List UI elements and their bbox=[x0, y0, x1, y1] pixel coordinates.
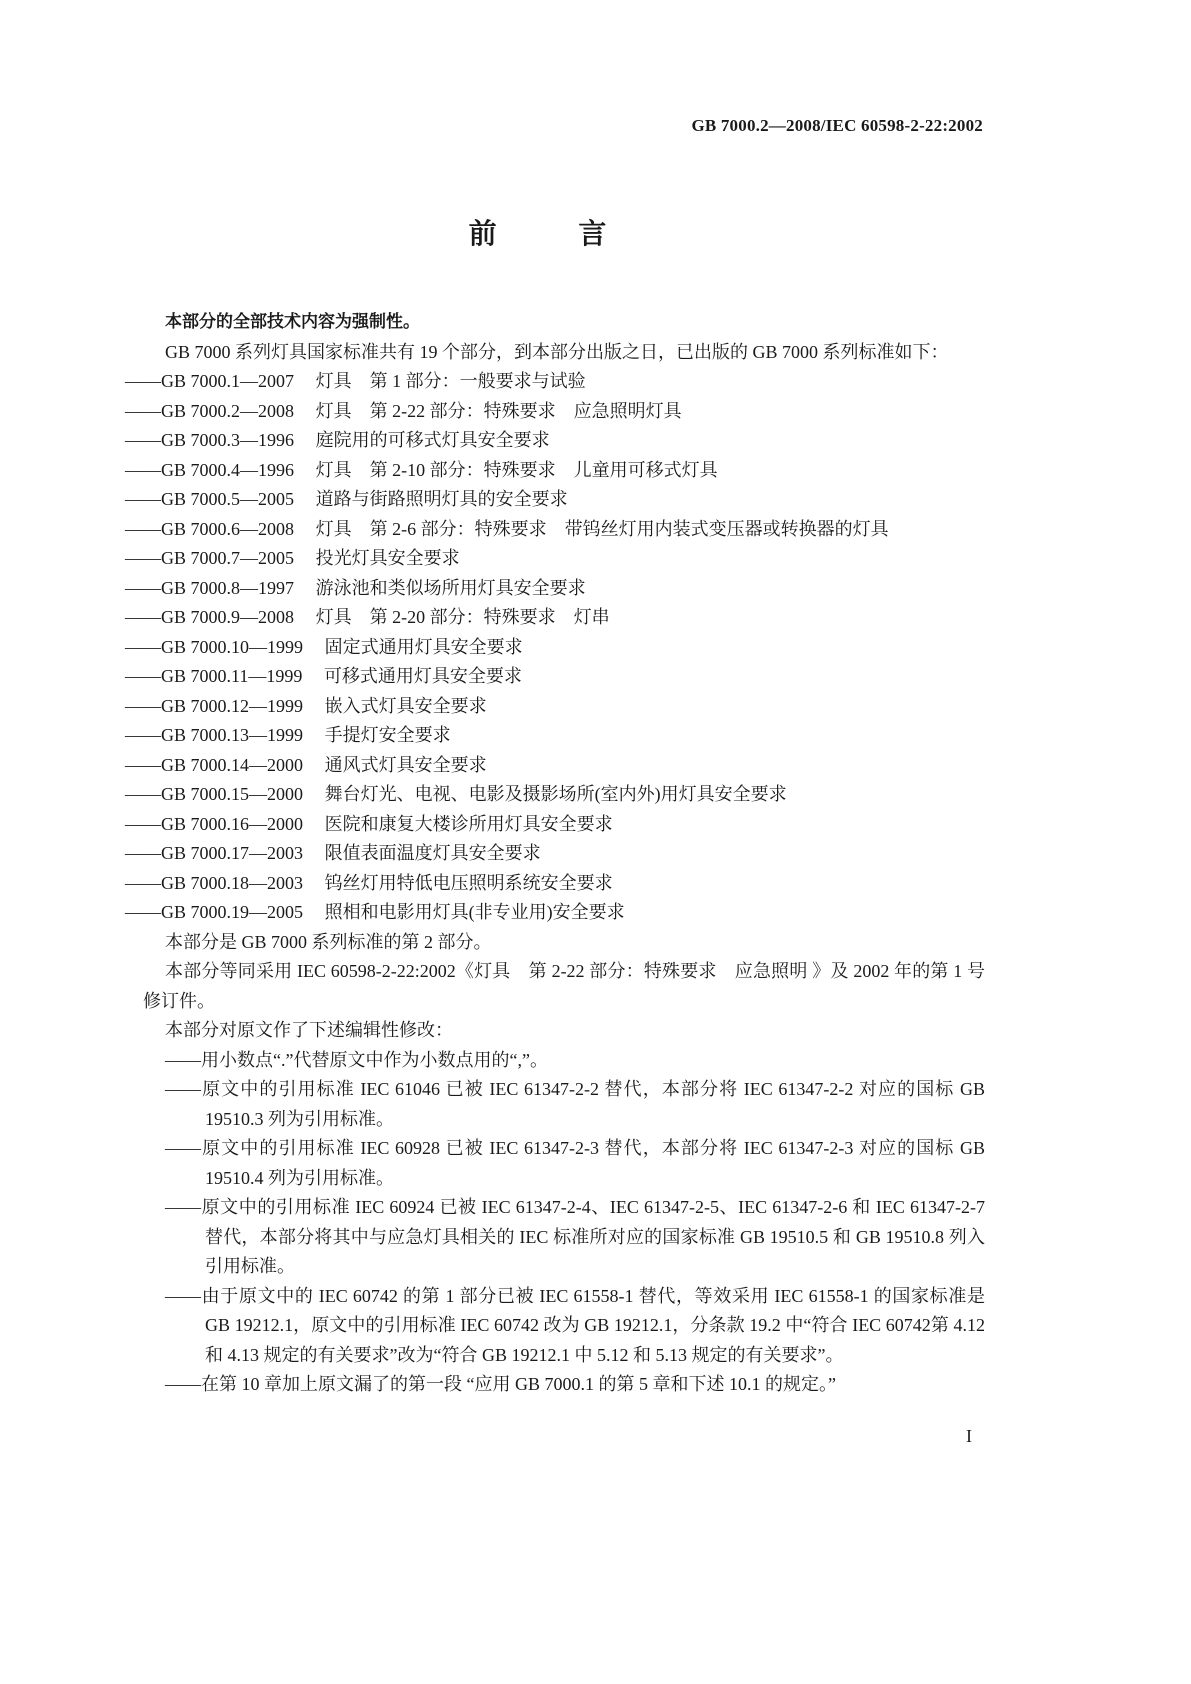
part-statement: 本部分是 GB 7000 系列标准的第 2 部分。 bbox=[165, 931, 492, 952]
standard-code: ——GB 7000.13—1999 bbox=[125, 725, 304, 745]
standard-item bbox=[125, 721, 985, 751]
standard-item bbox=[125, 898, 985, 928]
standard-code: ——GB 7000.4—1996 bbox=[125, 459, 295, 480]
standard-name: 道路与街路照明灯具的安全要求 bbox=[315, 489, 568, 509]
modification-item: ——原文中的引用标准 IEC 60924 已被 IEC 61347-2-4、IEC 61347-2-5、IEC 61347-2-6 和 IEC 61347-2-7替代，本部分将其中与应急灯具相关的 IEC 标准所对应的国家标准 GB 19510.5 和 GB 19510.8 列入引用标准。 bbox=[165, 1197, 985, 1276]
standard-name: 庭院用的可移式灯具安全要求 bbox=[315, 430, 550, 450]
standard-name: 通风式灯具安全要求 bbox=[324, 754, 487, 775]
standard-item bbox=[125, 633, 985, 663]
modification-item: ——原文中的引用标准 IEC 60928 已被 IEC 61347-2-3 替代，本部分将 IEC 61347-2-3 对应的国标 GB 19510.4 列为引用标准。 bbox=[165, 1138, 985, 1188]
page-number: I bbox=[966, 1426, 972, 1446]
standard-code: ——GB 7000.10—1999 bbox=[125, 636, 304, 657]
standard-item bbox=[125, 367, 985, 397]
standard-code: ——GB 7000.9—2008 bbox=[125, 607, 295, 627]
standard-code: ——GB 7000.6—2008 bbox=[125, 518, 295, 539]
standard-name: 灯具 第 2-10 部分：特殊要求 儿童用可移式灯具 bbox=[315, 459, 718, 480]
standard-code: ——GB 7000.14—2000 bbox=[125, 754, 304, 775]
standard-item bbox=[125, 485, 985, 515]
standard-item bbox=[125, 869, 985, 899]
standard-name: 嵌入式灯具安全要求 bbox=[324, 695, 487, 716]
standard-name: 灯具 第 2-20 部分：特殊要求 灯串 bbox=[315, 607, 610, 627]
standard-code: ——GB 7000.2—2008 bbox=[125, 400, 295, 421]
standard-name: 手提灯安全要求 bbox=[324, 725, 451, 745]
standard-item bbox=[125, 839, 985, 869]
standard-item bbox=[125, 810, 985, 840]
standard-code: ——GB 7000.3—1996 bbox=[125, 430, 295, 450]
standard-name: 限值表面温度灯具安全要求 bbox=[324, 843, 541, 863]
modification-item: ——用小数点“.”代替原文中作为小数点用的“,”。 bbox=[165, 1049, 548, 1070]
standard-code: ——GB 7000.7—2005 bbox=[125, 548, 295, 568]
standard-item bbox=[125, 515, 985, 545]
modifications-intro: 本部分对原文作了下述编辑性修改： bbox=[165, 1020, 453, 1040]
standard-item bbox=[125, 662, 985, 692]
standard-item bbox=[125, 780, 985, 810]
standard-item bbox=[125, 397, 985, 427]
standard-code: ——GB 7000.5—2005 bbox=[125, 489, 295, 509]
standard-item bbox=[125, 692, 985, 722]
intro-paragraph: GB 7000 系列灯具国家标准共有 19 个部分，到本部分出版之日，已出版的 GB 7000 系列标准如下： bbox=[165, 341, 949, 362]
standard-item bbox=[125, 426, 985, 456]
standard-code: ——GB 7000.12—1999 bbox=[125, 695, 304, 716]
standard-name: 游泳池和类似场所用灯具安全要求 bbox=[315, 577, 586, 598]
modification-item: ——原文中的引用标准 IEC 61046 已被 IEC 61347-2-2 替代，本部分将 IEC 61347-2-2 对应的国标 GB 19510.3 列为引用标准。 bbox=[165, 1079, 985, 1129]
standard-name: 灯具 第 1 部分：一般要求与试验 bbox=[315, 371, 586, 391]
standard-item bbox=[125, 544, 985, 574]
standard-code: ——GB 7000.19—2005 bbox=[125, 902, 304, 922]
standard-name: 投光灯具安全要求 bbox=[315, 548, 460, 568]
standard-code: ——GB 7000.11—1999 bbox=[125, 666, 303, 686]
standard-name: 钨丝灯用特低电压照明系统安全要求 bbox=[324, 872, 613, 893]
standard-code: ——GB 7000.15—2000 bbox=[125, 784, 304, 804]
modifications-list bbox=[143, 1046, 985, 1400]
standard-code: ——GB 7000.1—2007 bbox=[125, 371, 295, 391]
standard-name: 固定式通用灯具安全要求 bbox=[324, 636, 523, 657]
adoption-paragraph: 本部分等同采用 IEC 60598-2-22:2002《灯具 第 2-22 部分：特殊要求 应急照明 》及 2002 年的第 1 号修订件。 bbox=[143, 961, 985, 1011]
modification-item: ——在第 10 章加上原文漏了的第一段 “应用 GB 7000.1 的第 5 章和下述 10.1 的规定。” bbox=[165, 1374, 836, 1394]
standard-name: 医院和康复大楼诊所用灯具安全要求 bbox=[324, 813, 613, 834]
standard-item bbox=[125, 751, 985, 781]
modification-item: ——由于原文中的 IEC 60742 的第 1 部分已被 IEC 61558-1 替代，等效采用 IEC 61558-1 的国家标准是 GB 19212.1，原文中的引用标准 IEC 60742 改为 GB 19212.1，分条款 19.2 中“符合 IEC 60742第 4.12 和 4.13 规定的有关要求”改为“符合 GB 19212.1 中 5.12 和 5.13 规定的有关要求”。 bbox=[165, 1285, 985, 1365]
standard-item bbox=[125, 456, 985, 486]
standard-item bbox=[125, 603, 985, 633]
standard-name: 舞台灯光、电视、电影及摄影场所(室内外)用灯具安全要求 bbox=[324, 784, 787, 804]
standard-code: ——GB 7000.16—2000 bbox=[125, 813, 304, 834]
document-body bbox=[125, 308, 985, 1400]
standard-code: ——GB 7000.8—1997 bbox=[125, 577, 295, 598]
standards-list bbox=[125, 367, 985, 928]
standard-name: 灯具 第 2-22 部分：特殊要求 应急照明灯具 bbox=[315, 400, 682, 421]
standard-code: ——GB 7000.18—2003 bbox=[125, 872, 304, 893]
standard-code: ——GB 7000.17—2003 bbox=[125, 843, 304, 863]
mandatory-statement: 本部分的全部技术内容为强制性。 bbox=[165, 312, 420, 332]
standard-name: 灯具 第 2-6 部分：特殊要求 带钨丝灯用内装式变压器或转换器的灯具 bbox=[315, 518, 889, 539]
standard-name: 可移式通用灯具安全要求 bbox=[323, 666, 522, 686]
standard-name: 照相和电影用灯具(非专业用)安全要求 bbox=[324, 902, 625, 922]
page-title: 前 言 bbox=[468, 217, 643, 250]
document-header: GB 7000.2—2008/IEC 60598-2-22:2002 bbox=[691, 116, 983, 135]
standard-item bbox=[125, 574, 985, 604]
